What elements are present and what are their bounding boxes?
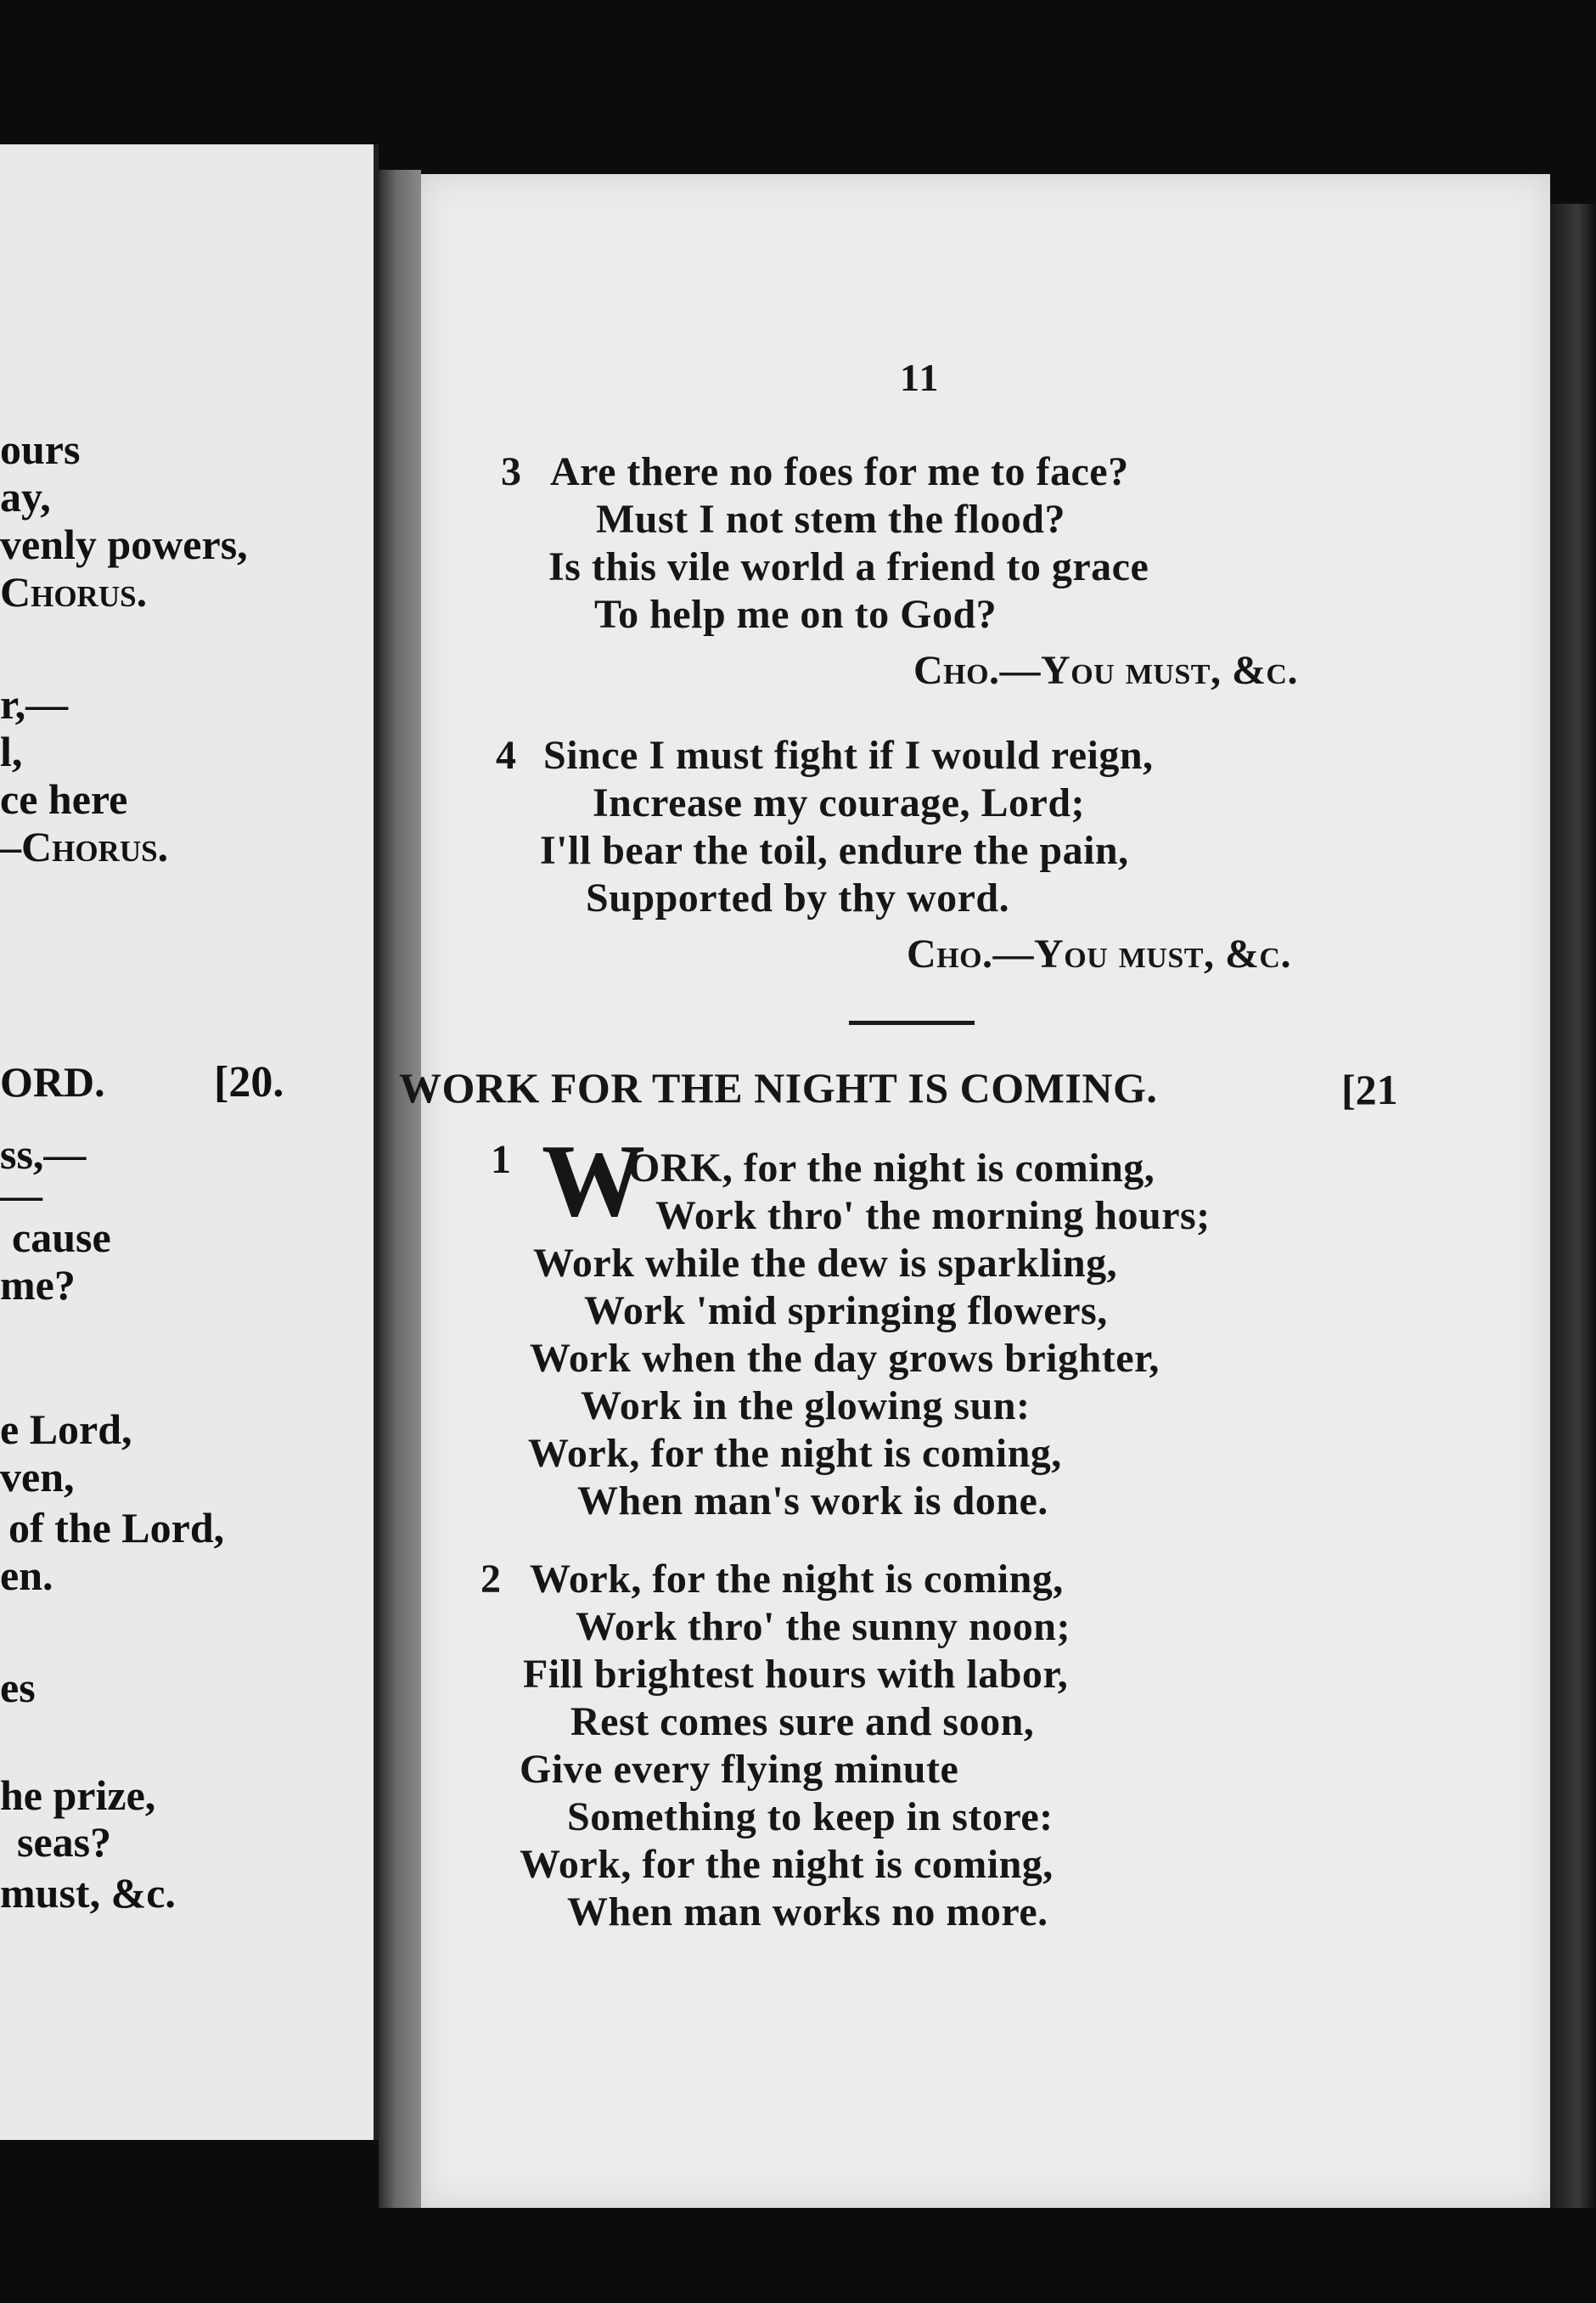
- verse-number: 4: [496, 733, 517, 778]
- drop-cap: W: [542, 1123, 645, 1238]
- left-line: ss,—: [0, 1130, 87, 1178]
- left-line: —: [0, 1171, 42, 1219]
- left-line: –Chorus.: [0, 823, 169, 870]
- verse-line: Are there no foes for me to face?: [550, 449, 1129, 494]
- verse-line: Something to keep in store:: [567, 1794, 1054, 1839]
- left-hymn-number: [20.: [214, 1058, 284, 1106]
- left-line: must, &c.: [0, 1869, 176, 1917]
- verse-number: 2: [480, 1557, 502, 1602]
- left-line: en.: [0, 1551, 53, 1599]
- left-line: l,: [0, 728, 23, 775]
- left-line: seas?: [17, 1818, 112, 1866]
- left-line: ven,: [0, 1453, 75, 1501]
- verse-line: Give every flying minute: [520, 1747, 959, 1792]
- left-line: venly powers,: [0, 521, 248, 568]
- verse-number: 3: [501, 449, 522, 494]
- left-line: me?: [0, 1261, 76, 1309]
- left-line: e Lord,: [0, 1405, 132, 1453]
- left-line: of the Lord,: [8, 1504, 225, 1551]
- verse-line: Increase my courage, Lord;: [593, 780, 1085, 825]
- section-divider: [849, 1021, 975, 1025]
- chorus-reference: Cho.—You must, &c.: [907, 932, 1291, 977]
- page-number: 11: [900, 356, 941, 399]
- left-hymn-title: ORD.: [0, 1058, 105, 1106]
- verse-line: To help me on to God?: [594, 592, 997, 637]
- hymn-number: [21: [1341, 1066, 1398, 1113]
- verse-line: Work 'mid springing flowers,: [584, 1288, 1108, 1333]
- verse-line: Is this vile world a friend to grace: [548, 544, 1149, 589]
- hymn-title: WORK FOR THE NIGHT IS COMING.: [399, 1064, 1158, 1112]
- verse-line: Work in the glowing sun:: [581, 1383, 1031, 1428]
- left-line: es: [0, 1664, 36, 1711]
- verse-line: Work, for the night is coming,: [528, 1431, 1062, 1476]
- scan-border: [0, 2208, 1596, 2303]
- book-gutter: [379, 170, 421, 2208]
- verse-line: Fill brightest hours with labor,: [523, 1652, 1069, 1697]
- verse-line: Work thro' the sunny noon;: [576, 1604, 1071, 1649]
- left-line: Chorus.: [0, 568, 148, 616]
- verse-line: Rest comes sure and soon,: [570, 1699, 1035, 1744]
- verse-line: Supported by thy word.: [586, 876, 1010, 921]
- page-edge: [1550, 204, 1596, 2225]
- left-line: ce here: [0, 775, 128, 823]
- left-line: r,—: [0, 680, 69, 728]
- verse-line: Work, for the night is coming,: [530, 1557, 1064, 1602]
- verse-line: Work thro' the morning hours;: [655, 1193, 1211, 1238]
- left-page: [0, 144, 379, 2140]
- left-line: he prize,: [0, 1771, 156, 1819]
- verse-line: ORK, for the night is coming,: [628, 1146, 1155, 1191]
- verse-line: Must I not stem the flood?: [596, 497, 1065, 542]
- verse-line: Work when the day grows brighter,: [530, 1336, 1160, 1381]
- verse-line: When man's work is done.: [577, 1478, 1048, 1523]
- chorus-reference: Cho.—You must, &c.: [913, 648, 1298, 693]
- verse-line: Work while the dew is sparkling,: [533, 1241, 1118, 1286]
- verse-line: I'll bear the toil, endure the pain,: [540, 828, 1129, 873]
- left-line: ours: [0, 425, 81, 473]
- left-line: cause: [12, 1213, 111, 1261]
- verse-line: Since I must fight if I would reign,: [543, 733, 1154, 778]
- verse-number: 1: [491, 1137, 512, 1182]
- verse-line: Work, for the night is coming,: [520, 1842, 1054, 1887]
- verse-line: When man works no more.: [567, 1889, 1048, 1934]
- left-line: ay,: [0, 473, 51, 521]
